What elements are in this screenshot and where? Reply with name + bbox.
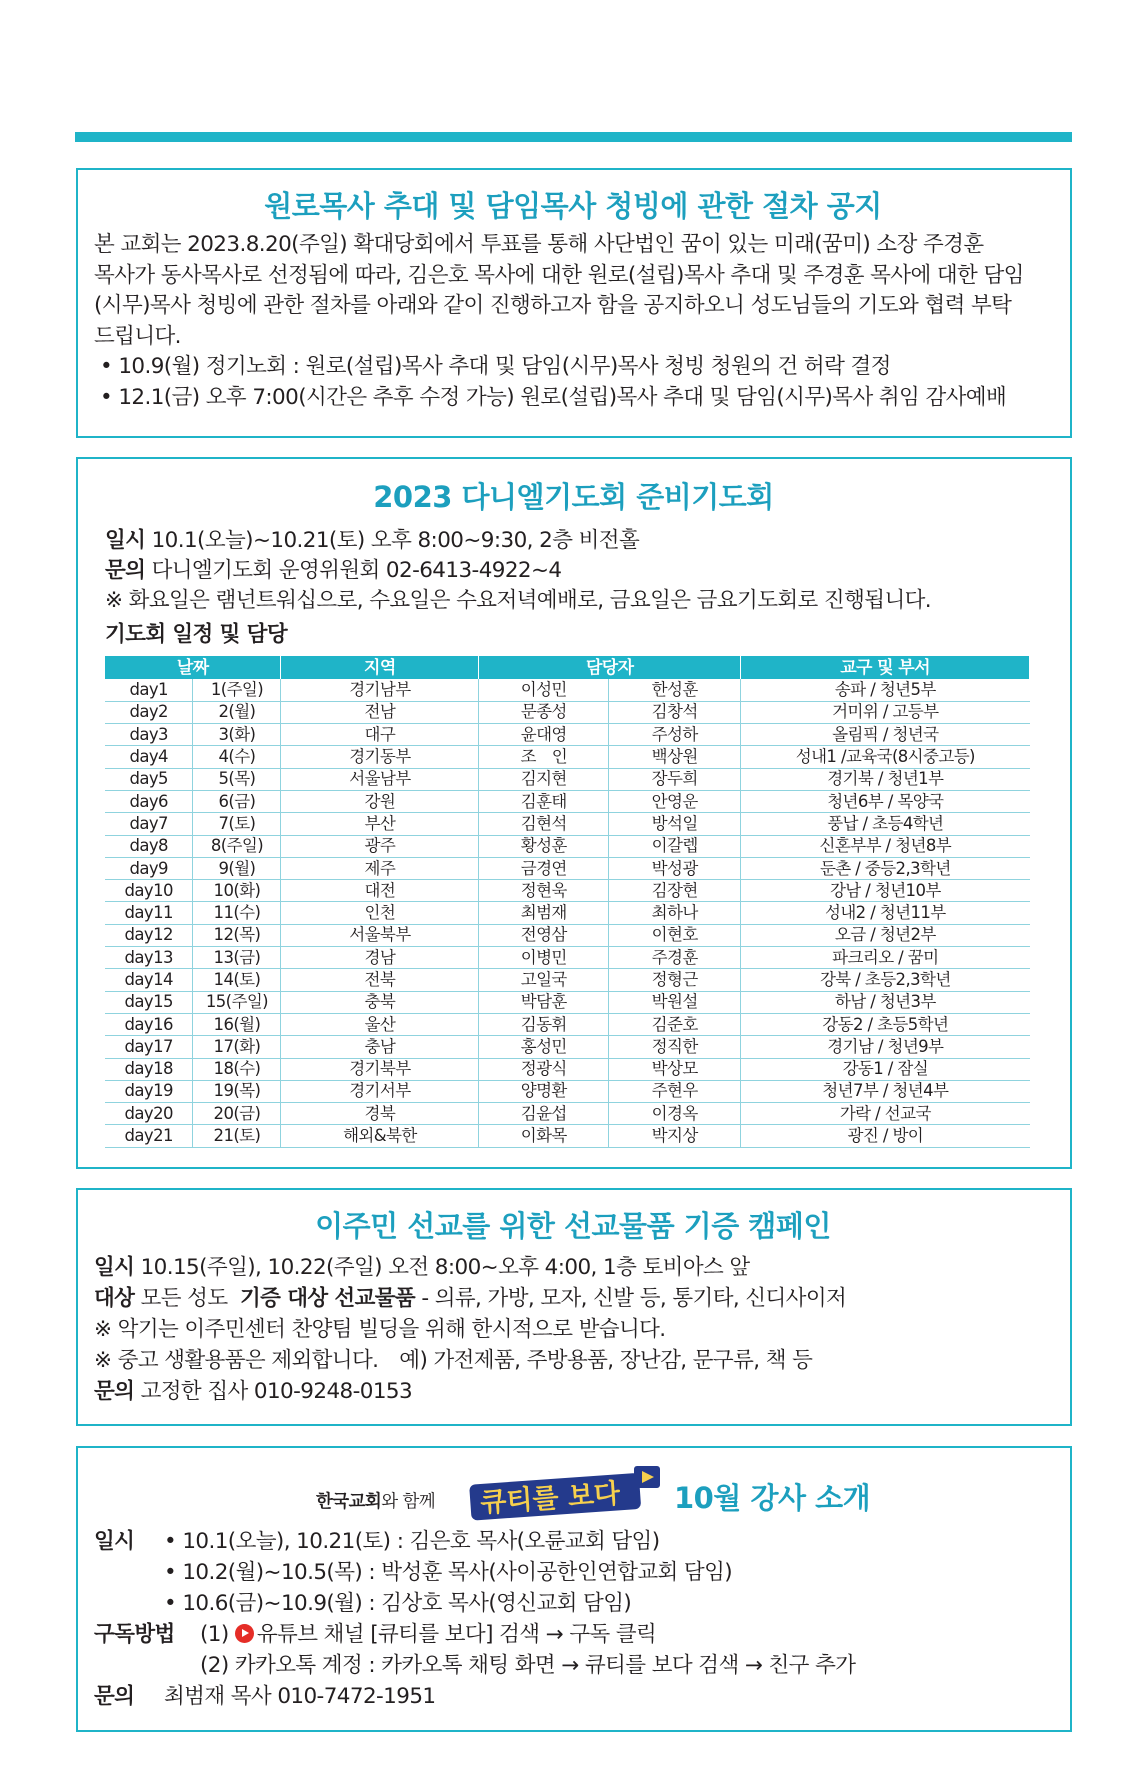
schedule-row [105,902,1030,924]
region-cell: 경기남부 [281,679,479,701]
date-cell: 12(목) [193,924,281,946]
parish-cell: 성내1 /교육국(8시중고등) [741,746,1030,768]
date-cell: 14(토) [193,969,281,991]
schedule-row [105,1125,1030,1147]
campaign-note: ※ 악기는 이주민센터 찬양팀 빌딩을 위해 한시적으로 받습니다. [94,1317,666,1342]
date-text: 10.15(주일), 10.22(주일) 오전 8:00~오후 4:00, 1층 토비아스 앞 [140,1255,750,1280]
date-label: 일시 [94,1255,135,1280]
schedule-row [105,724,1030,746]
schedule-row [105,857,1030,879]
qt-prefix-bold: 한국교회 [316,1492,382,1512]
qt-logo [466,1464,666,1522]
schedule-row [105,1103,1030,1125]
schedule-row [105,746,1030,768]
region-cell: 경기동부 [281,746,479,768]
region-cell: 대구 [281,724,479,746]
leader-cell: 김윤섭 [479,1103,609,1125]
prayer-note: ※ 화요일은 램넌트워십으로, 수요일은 수요저녁예배로, 금요일은 금요기도회로 진행됩니다. [105,588,932,613]
notice-bullet: • 10.9(월) 정기노회 : 원로(설립)목사 추대 및 담임(시무)목사 청빙 청원의 건 허락 결정 [100,354,891,379]
qt-prefix-light: 와 함께 [381,1492,436,1512]
qt-info [94,1526,1052,1712]
qt-header [94,1460,1052,1526]
leader-cell: 김장현 [609,880,741,902]
region-cell: 제주 [281,857,479,879]
parish-cell: 가락 / 선교국 [741,1103,1030,1125]
qt-title: 10월 강사 소개 [674,1481,871,1515]
schedule-row [105,1036,1030,1058]
contact-label: 문의 [105,558,146,583]
contact-text: 최범재 목사 010-7472-1951 [164,1684,436,1709]
schedule-row [105,1013,1030,1035]
leader-cell: 김현석 [479,813,609,835]
schedule-row [105,790,1030,812]
date-cell: 16(월) [193,1013,281,1035]
parish-cell: 오금 / 청년2부 [741,924,1030,946]
parish-cell: 청년7부 / 청년4부 [741,1080,1030,1102]
schedule-row [105,924,1030,946]
day-cell: day2 [105,701,193,723]
region-cell: 울산 [281,1013,479,1035]
notice-body [94,230,1052,413]
schedule-row [105,835,1030,857]
contact-text: 고정한 집사 010-9248-0153 [140,1379,413,1404]
parish-cell: 신혼부부 / 청년8부 [741,835,1030,857]
day-cell: day13 [105,947,193,969]
day-cell: day7 [105,813,193,835]
pastor-notice-box [76,168,1072,438]
day-cell: day14 [105,969,193,991]
day-cell: day9 [105,857,193,879]
day-cell: day17 [105,1036,193,1058]
day-cell: day12 [105,924,193,946]
parish-cell: 청년6부 / 목양국 [741,790,1030,812]
target-label: 대상 [94,1286,135,1311]
date-label: 일시 [94,1529,135,1554]
leader-cell: 정형근 [609,969,741,991]
region-cell: 전남 [281,701,479,723]
speaker-line: • 10.6(금)~10.9(월) : 김상호 목사(영신교회 담임) [164,1591,632,1616]
leader-cell: 문종성 [479,701,609,723]
leader-cell: 최하나 [609,902,741,924]
region-cell: 서울북부 [281,924,479,946]
qt-prefix [316,1488,435,1513]
top-divider [75,132,1072,142]
notice-line: (시무)목사 청빙에 관한 절차를 아래와 같이 진행하고자 함을 공지하오니 성도님들의 기도와 협력 부탁 [94,293,1012,318]
prayer-info [105,526,1042,616]
parish-cell: 풍납 / 초등4학년 [741,813,1030,835]
header-leaders: 담당자 [479,656,741,679]
leader-cell: 박담훈 [479,991,609,1013]
schedule-heading: 기도회 일정 및 담당 [105,622,288,647]
date-cell: 17(화) [193,1036,281,1058]
parish-cell: 광진 / 방이 [741,1125,1030,1147]
leader-cell: 고일국 [479,969,609,991]
subscribe-label: 구독방법 [94,1622,175,1647]
leader-cell: 전영삼 [479,924,609,946]
parish-cell: 강동1 / 잠실 [741,1058,1030,1080]
date-cell: 8(주일) [193,835,281,857]
schedule-row [105,701,1030,723]
date-text: 10.1(오늘)~10.21(토) 오후 8:00~9:30, 2층 비전홀 [151,528,640,553]
speaker-line: • 10.1(오늘), 10.21(토) : 김은호 목사(오륜교회 담임) [164,1529,660,1554]
campaign-note: ※ 중고 생활용품은 제외합니다. 예) 가전제품, 주방용품, 장난감, 문구류, 책 등 [94,1348,813,1373]
leader-cell: 주성하 [609,724,741,746]
region-cell: 강원 [281,790,479,812]
day-cell: day21 [105,1125,193,1147]
schedule-row [105,1058,1030,1080]
date-cell: 5(목) [193,768,281,790]
items-text: - 의류, 가방, 모자, 신발 등, 통기타, 신디사이저 [421,1286,847,1311]
notice-line: 본 교회는 2023.8.20(주일) 확대당회에서 투표를 통해 사단법인 꿈이 있는 미래(꿈미) 소장 주경훈 [94,232,984,257]
youtube-play-icon [235,1624,254,1643]
leader-cell: 이현호 [609,924,741,946]
leader-cell: 이성민 [479,679,609,701]
day-cell: day8 [105,835,193,857]
prayer-title: 2023 다니엘기도회 준비기도회 [373,480,774,514]
header-region: 지역 [281,656,479,679]
date-cell: 9(월) [193,857,281,879]
leader-cell: 한성훈 [609,679,741,701]
prayer-meeting-box [76,457,1072,1169]
schedule-row [105,991,1030,1013]
leader-cell: 박성광 [609,857,741,879]
region-cell: 해외&북한 [281,1125,479,1147]
subscribe-step-1: 유튜브 채널 [큐티를 보다] 검색 → 구독 클릭 [256,1622,657,1647]
day-cell: day20 [105,1103,193,1125]
contact-label: 문의 [94,1684,135,1709]
date-cell: 19(목) [193,1080,281,1102]
leader-cell: 황성훈 [479,835,609,857]
region-cell: 경기서부 [281,1080,479,1102]
leader-cell: 이경옥 [609,1103,741,1125]
leader-cell: 금경연 [479,857,609,879]
day-cell: day19 [105,1080,193,1102]
schedule-row [105,768,1030,790]
parish-cell: 올림픽 / 청년국 [741,724,1030,746]
schedule-row [105,969,1030,991]
schedule-table [105,656,1030,1148]
items-label: 기증 대상 선교물품 [239,1286,416,1311]
parish-cell: 강북 / 초등2,3학년 [741,969,1030,991]
date-cell: 20(금) [193,1103,281,1125]
leader-cell: 정직한 [609,1036,741,1058]
day-cell: day5 [105,768,193,790]
leader-cell: 장두희 [609,768,741,790]
day-cell: day16 [105,1013,193,1035]
date-cell: 2(월) [193,701,281,723]
day-cell: day10 [105,880,193,902]
day-cell: day6 [105,790,193,812]
parish-cell: 하남 / 청년3부 [741,991,1030,1013]
schedule-header-row [105,656,1030,679]
leader-cell: 김훈태 [479,790,609,812]
schedule-row [105,880,1030,902]
leader-cell: 정광식 [479,1058,609,1080]
parish-cell: 둔촌 / 중등2,3학년 [741,857,1030,879]
region-cell: 인천 [281,902,479,924]
qt-logo-text: 큐티를 보다 [479,1478,622,1519]
region-cell: 경기북부 [281,1058,479,1080]
day-cell: day4 [105,746,193,768]
notice-bullet: • 12.1(금) 오후 7:00(시간은 추후 수정 가능) 원로(설립)목사 추대 및 담임(시무)목사 취임 감사예배 [100,384,1007,410]
region-cell: 경남 [281,947,479,969]
date-cell: 3(화) [193,724,281,746]
parish-cell: 송파 / 청년5부 [741,679,1030,701]
target-text: 모든 성도 [140,1286,228,1311]
day-cell: day18 [105,1058,193,1080]
leader-cell: 조 인 [479,746,609,768]
leader-cell: 김준호 [609,1013,741,1035]
schedule-row [105,947,1030,969]
leader-cell: 김창석 [609,701,741,723]
leader-cell: 이화목 [479,1125,609,1147]
contact-text: 다니엘기도회 운영위원회 02-6413-4922~4 [151,558,562,583]
leader-cell: 이갈렙 [609,835,741,857]
date-label: 일시 [105,528,146,553]
contact-label: 문의 [94,1379,135,1404]
date-cell: 18(수) [193,1058,281,1080]
donation-campaign-box [76,1188,1072,1426]
leader-cell: 주현우 [609,1080,741,1102]
leader-cell: 양명환 [479,1080,609,1102]
leader-cell: 백상원 [609,746,741,768]
region-cell: 충남 [281,1036,479,1058]
date-cell: 13(금) [193,947,281,969]
speaker-line: • 10.2(월)~10.5(목) : 박성훈 목사(사이공한인연합교회 담임) [164,1560,733,1585]
parish-cell: 강남 / 청년10부 [741,880,1030,902]
leader-cell: 김동휘 [479,1013,609,1035]
campaign-info [94,1252,1052,1407]
day-cell: day1 [105,679,193,701]
parish-cell: 파크리오 / 꿈미 [741,947,1030,969]
leader-cell: 홍성민 [479,1036,609,1058]
leader-cell: 방석일 [609,813,741,835]
leader-cell: 박지상 [609,1125,741,1147]
header-parish: 교구 및 부서 [741,656,1030,679]
campaign-title: 이주민 선교를 위한 선교물품 기증 캠페인 [315,1209,831,1243]
region-cell: 부산 [281,813,479,835]
leader-cell: 안영운 [609,790,741,812]
date-cell: 21(토) [193,1125,281,1147]
leader-cell: 윤대영 [479,724,609,746]
region-cell: 광주 [281,835,479,857]
date-cell: 15(주일) [193,991,281,1013]
region-cell: 서울남부 [281,768,479,790]
notice-title: 원로목사 추대 및 담임목사 청빙에 관한 절차 공지 [264,189,882,223]
leader-cell: 박상모 [609,1058,741,1080]
schedule-row [105,813,1030,835]
day-cell: day11 [105,902,193,924]
subscribe-step-number: (1) [200,1622,229,1647]
header-date: 날짜 [105,656,281,679]
leader-cell: 김지현 [479,768,609,790]
day-cell: day3 [105,724,193,746]
notice-line: 목사가 동사목사로 선정됨에 따라, 김은호 목사에 대한 원로(설립)목사 추대 및 주경훈 목사에 대한 담임 [94,262,1024,288]
qt-speaker-box [76,1446,1072,1732]
date-cell: 7(토) [193,813,281,835]
subscribe-step-2: (2) 카카오톡 계정 : 카카오톡 채팅 화면 → 큐티를 보다 검색 → 친구 추가 [200,1653,856,1678]
leader-cell: 이병민 [479,947,609,969]
parish-cell: 거미위 / 고등부 [741,701,1030,723]
leader-cell: 주경훈 [609,947,741,969]
region-cell: 경북 [281,1103,479,1125]
region-cell: 전북 [281,969,479,991]
notice-line: 드립니다. [94,323,181,349]
date-cell: 6(금) [193,790,281,812]
region-cell: 대전 [281,880,479,902]
date-cell: 11(수) [193,902,281,924]
parish-cell: 경기북 / 청년1부 [741,768,1030,790]
region-cell: 충북 [281,991,479,1013]
parish-cell: 강동2 / 초등5학년 [741,1013,1030,1035]
day-cell: day15 [105,991,193,1013]
date-cell: 1(주일) [193,679,281,701]
parish-cell: 성내2 / 청년11부 [741,902,1030,924]
leader-cell: 박원설 [609,991,741,1013]
leader-cell: 정현욱 [479,880,609,902]
parish-cell: 경기남 / 청년9부 [741,1036,1030,1058]
date-cell: 10(화) [193,880,281,902]
leader-cell: 최범재 [479,902,609,924]
schedule-row [105,679,1030,701]
schedule-row [105,1080,1030,1102]
date-cell: 4(수) [193,746,281,768]
